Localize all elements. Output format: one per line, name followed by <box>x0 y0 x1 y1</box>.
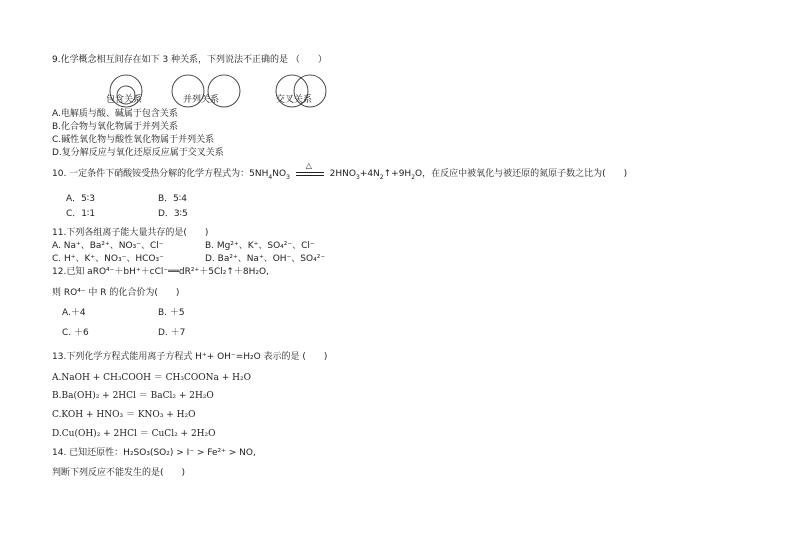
q12-option-c: C. ＋6 <box>62 328 89 338</box>
q9-stem: 9.化学概念相互间存在如下 3 种关系，下列说法不正确的是 （ ） <box>52 55 327 65</box>
heat-condition-icon: △ <box>305 161 312 170</box>
label-parallel: 并列关系 <box>183 95 220 105</box>
q10-option-c: C．1∶1 <box>66 209 96 219</box>
q9-option-c: C.碱性氧化物与酸性氧化物属于并列关系 <box>52 135 215 145</box>
q11-stem: 11.下列各组离子能大量共存的是( ) <box>52 228 209 238</box>
q12-option-d: D. ＋7 <box>158 328 186 338</box>
q9-option-a: A.电解质与酸、碱属于包含关系 <box>52 109 178 119</box>
q14-stem: 14. 已知还原性：H₂SO₃(SO₂) > I⁻ > Fe²⁺ > NO, <box>52 448 256 458</box>
q10-stem: 10. 一定条件下硝酸铵受热分解的化学方程式为：$5NH_4NO_3$ △ $2HNO_3+4N_2↑+9H_2O$，在反应中被氧化与被还原的氮原子数之比为( ) <box>52 161 628 181</box>
label-inclusion: 包含关系 <box>106 95 143 105</box>
q9-option-b: B.化合物与氧化物属于并列关系 <box>52 122 179 132</box>
q12-stem: 12.已知 aRO⁴⁻＋bH⁺＋cCl⁻══dR²⁺＋5Cl₂↑＋8H₂O, <box>52 267 269 277</box>
q13-option-a: A.NaOH + CH₃COOH ＝ CH₃COONa + H₂O <box>52 373 251 383</box>
q11-option-a: A. Na⁺、Ba²⁺、NO₃⁻、Cl⁻ <box>52 241 164 251</box>
q12-option-b: B. ＋5 <box>158 308 185 318</box>
q11-option-b: B. Mg²⁺、K⁺、SO₄²⁻、Cl⁻ <box>205 241 315 251</box>
q13-stem: 13.下列化学方程式能用离子方程式 H⁺+ OH⁻=H₂O 表示的是 ( ) <box>52 352 328 362</box>
q13-option-c: C.KOH + HNO₃ ＝ KNO₃ + H₂O <box>52 410 196 420</box>
q10-option-a: A．5∶3 <box>66 194 95 204</box>
q10-option-b: B．5∶4 <box>158 194 187 204</box>
label-intersection: 交叉关系 <box>276 95 313 105</box>
q13-option-d: D.Cu(OH)₂ + 2HCl ＝ CuCl₂ + 2H₂O <box>52 429 216 439</box>
q11-option-d: D. Ba²⁺、Na⁺、OH⁻、SO₄²⁻ <box>205 254 326 264</box>
q10-option-d: D．3∶5 <box>158 209 188 219</box>
q11-option-c: C. H⁺、K⁺、NO₃⁻、HCO₃⁻ <box>52 254 164 264</box>
q12-stem2: 则 RO⁴⁻ 中 R 的化合价为( ) <box>52 288 180 298</box>
q14-stem2: 判断下列反应不能发生的是( ) <box>52 468 186 478</box>
q13-option-b: B.Ba(OH)₂ + 2HCl ＝ BaCl₂ + 2H₂O <box>52 391 214 401</box>
q9-option-d: D.复分解反应与氧化还原反应属于交叉关系 <box>52 148 224 158</box>
q12-option-a: A.＋4 <box>62 308 86 318</box>
